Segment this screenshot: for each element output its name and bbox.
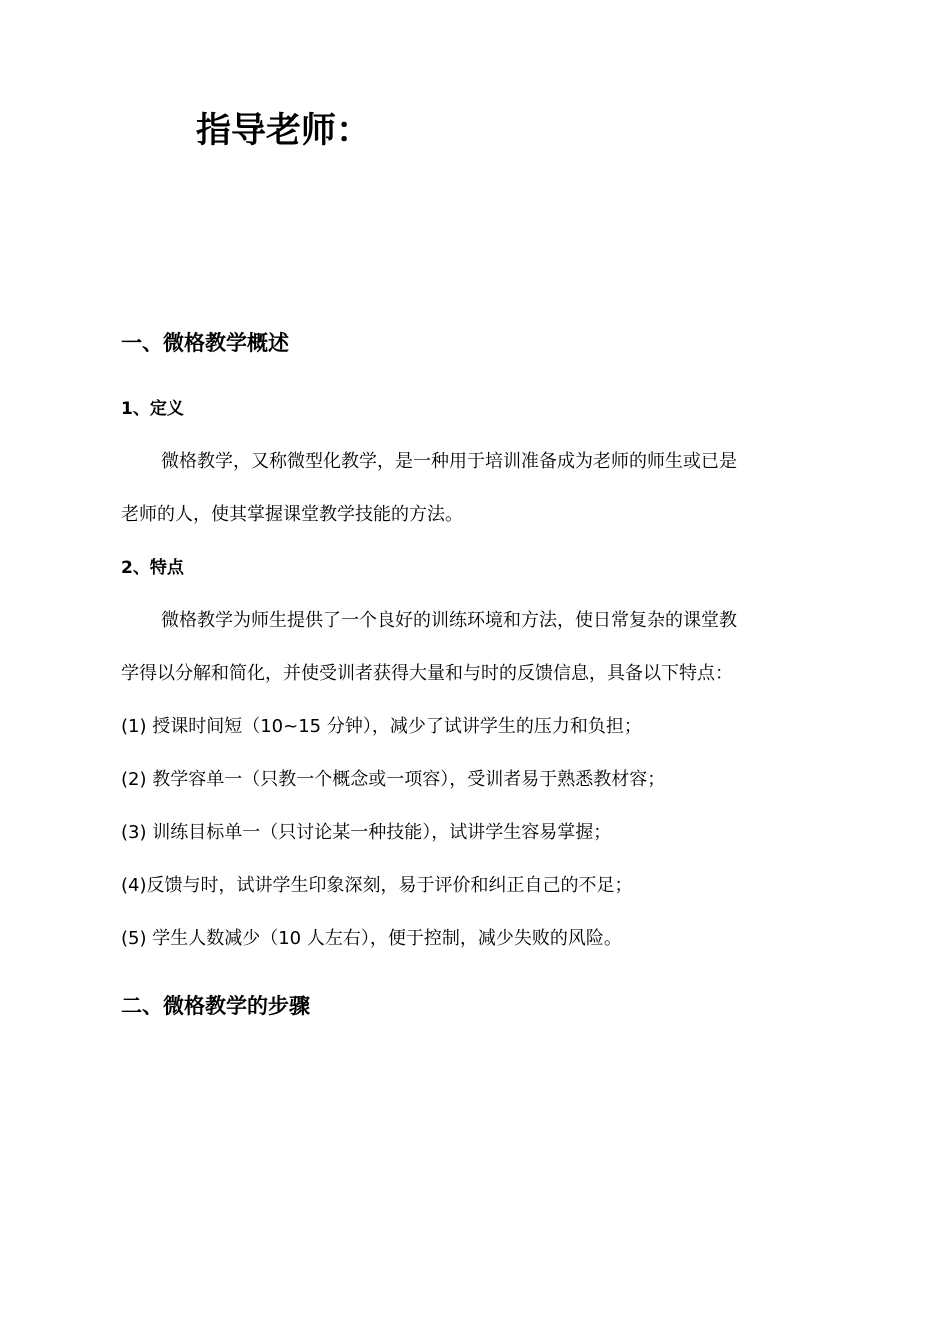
definition-paragraph-line-1: 微格教学，又称微型化教学，是一种用于培训准备成为老师的师生或已是 [161, 451, 737, 472]
features-paragraph-line-2: 学得以分解和简化，并使受训者获得大量和与时的反馈信息，具备以下特点： [121, 663, 733, 684]
section-2-title: 二、微格教学的步骤 [121, 994, 310, 1018]
feature-item-5: (5) 学生人数减少（10 人左右），便于控制，减少失败的风险。 [121, 928, 622, 949]
feature-item-3: (3) 训练目标单一（只讨论某一种技能），试讲学生容易掌握； [121, 822, 612, 843]
features-paragraph-line-1: 微格教学为师生提供了一个良好的训练环境和方法，使日常复杂的课堂教 [161, 610, 737, 631]
subsection-features-title: 2、特点 [121, 558, 184, 578]
feature-item-2: (2) 教学容单一（只教一个概念或一项容），受训者易于熟悉教材容； [121, 769, 666, 790]
subsection-definition-title: 1、定义 [121, 399, 184, 419]
feature-item-1: (1) 授课时间短（10~15 分钟），减少了试讲学生的压力和负担； [121, 716, 642, 737]
definition-paragraph-line-2: 老师的人，使其掌握课堂教学技能的方法。 [121, 504, 463, 525]
feature-item-4: (4)反馈与时，试讲学生印象深刻，易于评价和纠正自己的不足； [121, 875, 633, 896]
advisor-heading: 指导老师： [196, 111, 372, 151]
section-1-title: 一、微格教学概述 [121, 331, 289, 355]
